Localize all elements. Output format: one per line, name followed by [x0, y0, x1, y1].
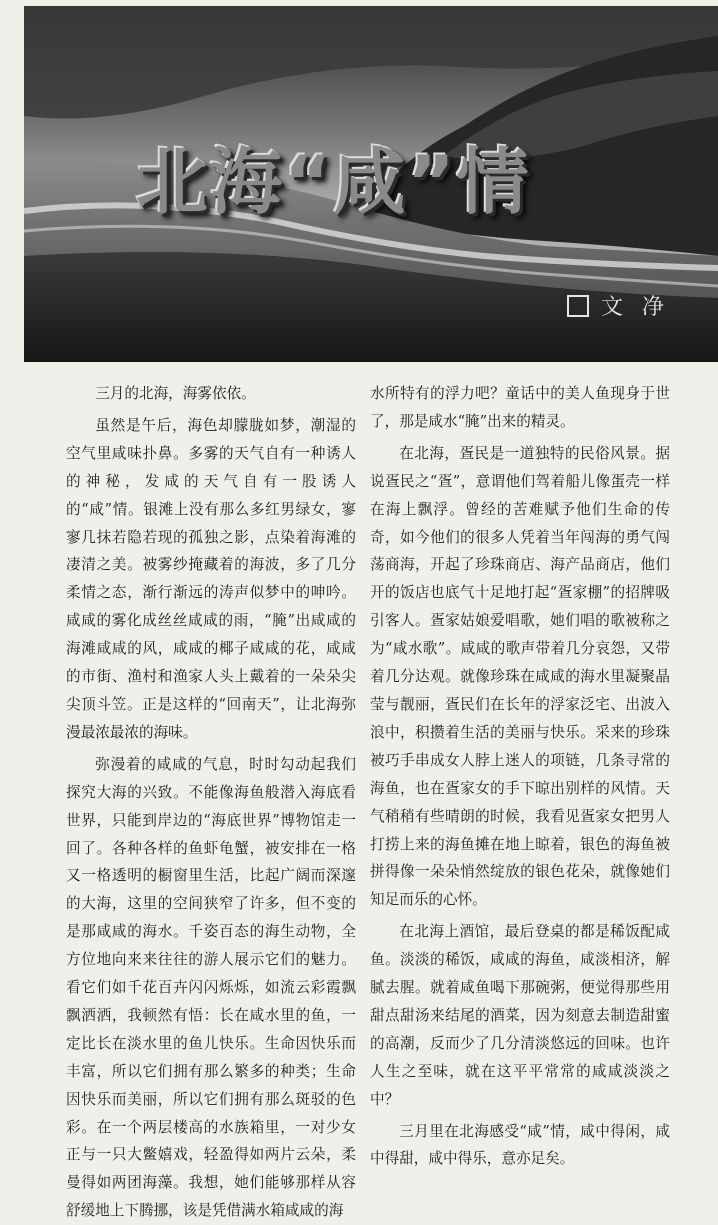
paragraph: 三月里在北海感受“咸”情，咸中得闲，咸中得甜，咸中得乐，意亦足矣。	[370, 1122, 670, 1168]
author-name: 文 净	[601, 295, 670, 320]
article-right-column	[370, 380, 670, 1173]
author-byline	[567, 290, 670, 321]
header-photo	[24, 6, 718, 362]
byline-box-icon	[567, 295, 589, 317]
article-left-column	[66, 380, 356, 1225]
paragraph: 在北海，疍民是一道独特的民俗风景。据说疍民之“疍”，意谓他们驾着船儿像蛋壳一样在海上飘浮。曾经的苦难赋予他们生命的传奇，如今他们的很多人凭着当年闯海的勇气闯荡商海，开起了珍珠商店、海产品商店，他们开的饭店也底气十足地打起“疍家棚”的招牌吸引客人。疍家姑娘爱唱歌，她们唱的歌被称之为“咸水歌”。咸咸的歌声带着几分哀怨，又带着几分达观。就像珍珠在咸咸的海水里凝聚晶莹与靓丽，疍民们在长年的浮家泛宅、出波入浪中，积攒着生活的美丽与快乐。采来的珍珠被巧手串成女人脖上迷人的项链，几条寻常的海鱼，也在疍家女的手下晾出别样的风情。天气稍稍有些晴朗的时候，我看见疍家女把男人打捞上来的海鱼摊在地上晾着，银色的海鱼被拼得像一朵朵悄然绽放的银色花朵，就像她们知足而乐的心怀。	[370, 444, 670, 909]
paragraph: 弥漫着的咸咸的气息，时时勾动起我们探究大海的兴致。不能像海鱼般潜入海底看世界，只能到岸边的“海底世界”博物馆走一回了。各种各样的鱼虾龟蟹，被安排在一格又一格透明的橱窗里生活，比起广阔而深邃的大海，这里的空间狭窄了许多，但不变的是那咸咸的海水。千姿百态的海生动物，全方位地向来来往往的游人展示它们的魅力。看它们如千花百卉闪闪烁烁，如流云彩霞飘飘洒洒，我顿然有悟：长在咸水里的鱼，一定比长在淡水里的鱼儿快乐。生命因快乐而丰富，所以它们拥有那么繁多的种类；生命因快乐而美丽，所以它们拥有那么斑驳的色彩。在一个两层楼高的水族箱里，一对少女正与一只大鳖嬉戏，轻盈得如两片云朵，柔曼得如两团海藻。我想，她们能够那样从容舒缓地上下腾挪，该是凭借满水箱咸咸的海	[66, 755, 356, 1220]
paragraph: 在北海上酒馆，最后登桌的都是稀饭配咸鱼。淡淡的稀饭，咸咸的海鱼，咸淡相济，解腻去腥。就着咸鱼喝下那碗粥，便觉得那些用甜点甜汤来结尾的酒菜，因为刻意去制造甜蜜的高潮，反而少了几分清淡悠远的回味。也许人生之至味，就在这平平常常的咸咸淡淡之中？	[370, 923, 670, 1108]
paragraph: 三月的北海，海雾依依。	[95, 385, 256, 402]
paragraph-continuation: 水所特有的浮力吧？童话中的美人鱼现身于世了，那是咸水“腌”出来的精灵。	[370, 385, 670, 430]
paragraph: 虽然是午后，海色却朦胧如梦，潮湿的空气里咸味扑鼻。多雾的天气自有一种诱人的神秘，发咸的天气自有一股诱人的“咸”情。银滩上没有那么多红男绿女，寥寥几抹若隐若现的孤独之影，点染着海滩的凄清之美。被雾纱掩藏着的海波，多了几分柔情之态，渐行渐远的涛声似梦中的呻吟。咸咸的雾化成丝丝咸咸的雨，“腌”出咸咸的海滩咸咸的风，咸咸的椰子咸咸的花，咸咸的市街、渔村和渔家人头上戴着的一朵朵尖尖顶斗笠。正是这样的“回南天”，让北海弥漫最浓最浓的海味。	[66, 416, 356, 741]
article-title: 北海“咸”情	[136, 140, 531, 224]
